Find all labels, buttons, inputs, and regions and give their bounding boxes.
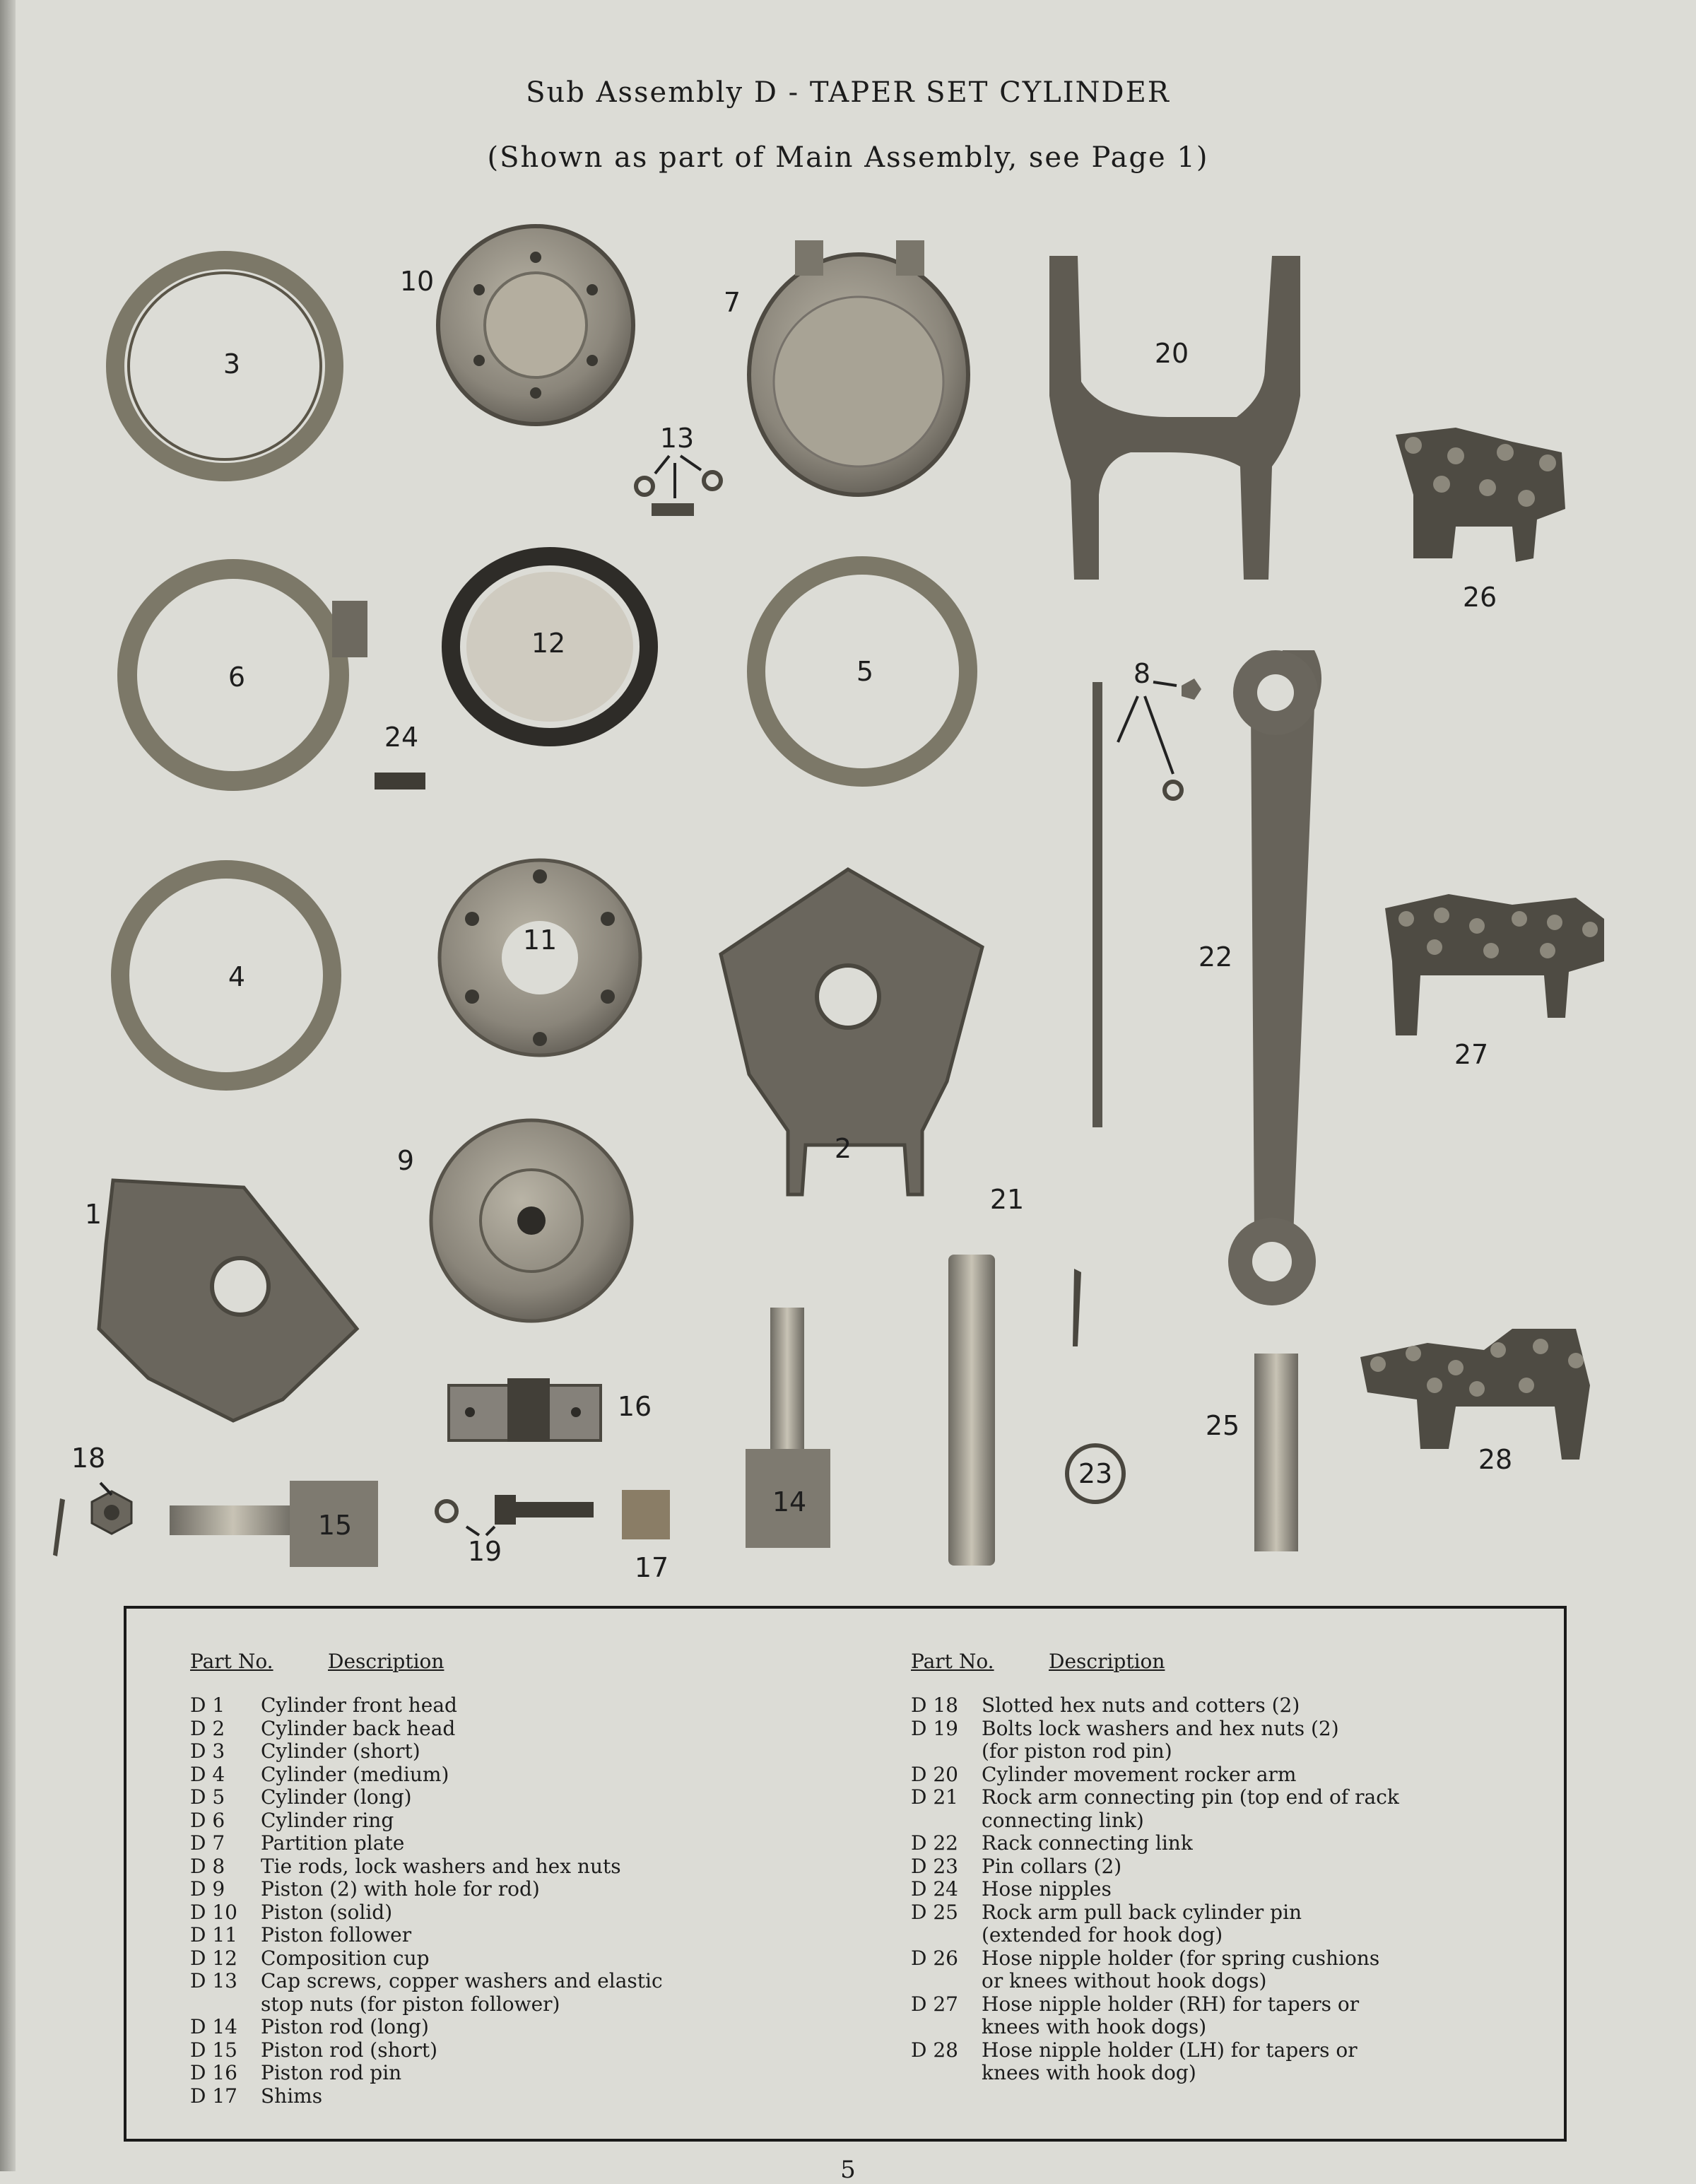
page-subtitle: (Shown as part of Main Assembly, see Page 1) bbox=[487, 141, 1209, 174]
legend-part-number: D 19 bbox=[911, 1716, 958, 1740]
callout-15: 15 bbox=[317, 1510, 353, 1541]
legend-description: Tie rods, lock washers and hex nuts bbox=[261, 1854, 621, 1878]
legend-part-number: D 24 bbox=[911, 1877, 958, 1901]
part-6-cylinder-ring bbox=[127, 569, 367, 781]
legend-description: Cylinder ring bbox=[261, 1808, 394, 1832]
legend-part-number: D 9 bbox=[190, 1877, 225, 1901]
legend-part-number: D 28 bbox=[911, 2038, 958, 2062]
legend-description: Rock arm pull back cylinder pin bbox=[982, 1900, 1302, 1924]
description-header: Description bbox=[328, 1650, 444, 1673]
legend-part-number: D 17 bbox=[190, 2084, 237, 2108]
legend-description: Slotted hex nuts and cotters (2) bbox=[982, 1693, 1300, 1717]
legend-part-number: D 1 bbox=[190, 1693, 225, 1717]
part-24-hose-nipple bbox=[375, 773, 425, 789]
legend-part-number bbox=[911, 2062, 982, 2085]
legend-part-number: D 11 bbox=[190, 1923, 237, 1947]
callout-6: 6 bbox=[228, 662, 246, 693]
callout-25: 25 bbox=[1205, 1410, 1240, 1441]
legend-row bbox=[190, 1878, 812, 1901]
legend-part-number: D 21 bbox=[911, 1785, 958, 1809]
legend-description: Cylinder back head bbox=[261, 1716, 456, 1740]
callout-18: 18 bbox=[71, 1443, 106, 1474]
page-title: Sub Assembly D - TAPER SET CYLINDER bbox=[526, 76, 1170, 109]
callout-26: 26 bbox=[1462, 582, 1497, 613]
legend-description: Piston rod (long) bbox=[261, 2015, 429, 2038]
callout-24: 24 bbox=[384, 722, 419, 753]
part-27-hose-nipple-holder-rh bbox=[1385, 894, 1604, 1035]
part-21-connecting-pin bbox=[948, 1255, 995, 1566]
parts-legend bbox=[124, 1606, 1567, 2142]
callout-20: 20 bbox=[1154, 338, 1189, 369]
legend-description: Cylinder (short) bbox=[261, 1739, 420, 1763]
callout-3: 3 bbox=[223, 348, 241, 380]
legend-part-number: D 14 bbox=[190, 2015, 237, 2038]
legend-description: Shims bbox=[261, 2084, 323, 2108]
legend-description: Bolts lock washers and hex nuts (2) bbox=[982, 1716, 1339, 1740]
legend-description: Rock arm connecting pin (top end of rack bbox=[982, 1785, 1399, 1809]
legend-description: connecting link) bbox=[982, 1808, 1144, 1832]
callout-17: 17 bbox=[634, 1552, 669, 1583]
legend-description: (for piston rod pin) bbox=[982, 1739, 1172, 1763]
legend-description: Piston (2) with hole for rod) bbox=[261, 1877, 540, 1901]
legend-part-number: D 25 bbox=[911, 1900, 958, 1924]
legend-description: knees with hook dog) bbox=[982, 2061, 1196, 2084]
part-17-shims bbox=[622, 1490, 670, 1539]
legend-part-number: D 13 bbox=[190, 1969, 237, 1992]
legend-part-number bbox=[911, 1924, 982, 1947]
legend-row bbox=[911, 1993, 1533, 2016]
part-19-bolt-washer bbox=[437, 1495, 594, 1525]
legend-description: Hose nipple holder (for spring cushions bbox=[982, 1946, 1380, 1970]
legend-left-column bbox=[190, 1650, 812, 2108]
legend-description: Cylinder movement rocker arm bbox=[982, 1762, 1297, 1786]
part-18-cotter-loose bbox=[1073, 1269, 1081, 1346]
part-22-rack-connecting-link bbox=[1228, 650, 1321, 1305]
legend-part-number: D 23 bbox=[911, 1854, 958, 1878]
legend-row bbox=[190, 1694, 812, 1718]
part-1-cylinder-front-head bbox=[99, 1180, 357, 1421]
legend-description: Piston rod (short) bbox=[261, 2038, 438, 2062]
legend-description: or knees without hook dogs) bbox=[982, 1969, 1267, 1992]
legend-part-number: D 6 bbox=[190, 1808, 225, 1832]
callout-2: 2 bbox=[834, 1133, 852, 1164]
legend-part-number: D 18 bbox=[911, 1693, 958, 1717]
legend-row bbox=[911, 1718, 1533, 1741]
callout-7: 7 bbox=[723, 287, 741, 318]
callout-14: 14 bbox=[772, 1486, 807, 1517]
legend-part-number: D 2 bbox=[190, 1716, 225, 1740]
callout-1: 1 bbox=[84, 1199, 102, 1230]
legend-row bbox=[190, 1832, 812, 1855]
legend-description: Piston follower bbox=[261, 1923, 412, 1947]
legend-description: (extended for hook dog) bbox=[982, 1923, 1223, 1947]
legend-row bbox=[190, 2062, 812, 2085]
page-number: 5 bbox=[840, 2156, 856, 2184]
legend-description: Cap screws, copper washers and elastic bbox=[261, 1969, 663, 1992]
legend-row bbox=[190, 1718, 812, 1741]
legend-description: Cylinder front head bbox=[261, 1693, 457, 1717]
legend-row bbox=[190, 1901, 812, 1925]
legend-row bbox=[911, 1832, 1533, 1855]
legend-description: Cylinder (medium) bbox=[261, 1762, 449, 1786]
part-7-partition-plate bbox=[749, 240, 968, 495]
legend-part-number: D 26 bbox=[911, 1946, 958, 1970]
legend-row bbox=[190, 1855, 812, 1879]
callout-4: 4 bbox=[228, 961, 246, 992]
legend-description: Rack connecting link bbox=[982, 1831, 1193, 1855]
legend-row bbox=[911, 2039, 1533, 2062]
callout-10: 10 bbox=[399, 266, 435, 297]
legend-row bbox=[190, 1786, 812, 1809]
callout-27: 27 bbox=[1454, 1039, 1489, 1070]
callout-21: 21 bbox=[989, 1184, 1025, 1215]
legend-row bbox=[911, 1763, 1533, 1787]
part-no-header: Part No. bbox=[190, 1650, 273, 1673]
part-9-piston-with-hole bbox=[431, 1120, 632, 1321]
legend-description: Hose nipple holder (RH) for tapers or bbox=[982, 1992, 1360, 2016]
callout-11: 11 bbox=[522, 924, 558, 956]
legend-row bbox=[911, 2062, 1533, 2085]
callout-13: 13 bbox=[659, 423, 695, 454]
legend-row bbox=[911, 1901, 1533, 1925]
legend-row bbox=[911, 1740, 1533, 1763]
callout-19: 19 bbox=[467, 1536, 502, 1567]
legend-part-number: D 15 bbox=[190, 2038, 237, 2062]
legend-part-number: D 4 bbox=[190, 1762, 225, 1786]
legend-part-number: D 27 bbox=[911, 1992, 958, 2016]
legend-header bbox=[911, 1650, 1533, 1673]
part-20-rocker-arm bbox=[1049, 256, 1300, 580]
callout-23: 23 bbox=[1078, 1458, 1113, 1489]
legend-row bbox=[911, 1970, 1533, 1993]
legend-row bbox=[911, 1809, 1533, 1833]
legend-row bbox=[911, 2016, 1533, 2039]
legend-row bbox=[190, 1947, 812, 1971]
callout-16: 16 bbox=[617, 1391, 652, 1422]
legend-row bbox=[190, 2016, 812, 2039]
legend-description: Partition plate bbox=[261, 1831, 405, 1855]
legend-part-number: D 3 bbox=[190, 1739, 225, 1763]
legend-part-number bbox=[911, 1740, 982, 1763]
legend-row bbox=[190, 1924, 812, 1947]
legend-part-number bbox=[911, 1970, 982, 1993]
part-26-hose-nipple-holder bbox=[1396, 428, 1565, 562]
legend-row bbox=[190, 1740, 812, 1763]
legend-row bbox=[190, 1763, 812, 1787]
callout-12: 12 bbox=[531, 628, 566, 659]
part-13-cap-screw bbox=[636, 472, 721, 516]
legend-row bbox=[911, 1924, 1533, 1947]
legend-part-number: D 7 bbox=[190, 1831, 225, 1855]
legend-part-number: D 20 bbox=[911, 1762, 958, 1786]
legend-part-number: D 22 bbox=[911, 1831, 958, 1855]
legend-description: Cylinder (long) bbox=[261, 1785, 412, 1809]
part-16-piston-rod-pin bbox=[449, 1378, 601, 1442]
legend-row bbox=[190, 1970, 812, 1993]
callout-28: 28 bbox=[1478, 1444, 1513, 1475]
legend-row bbox=[190, 1993, 812, 2016]
legend-description: Hose nipple holder (LH) for tapers or bbox=[982, 2038, 1358, 2062]
part-11-piston-follower bbox=[440, 860, 640, 1055]
legend-part-number: D 16 bbox=[190, 2061, 237, 2084]
legend-description: stop nuts (for piston follower) bbox=[261, 1992, 560, 2016]
legend-row bbox=[911, 1786, 1533, 1809]
part-25-pull-back-pin bbox=[1254, 1354, 1298, 1551]
description-header: Description bbox=[1049, 1650, 1165, 1673]
legend-part-number: D 5 bbox=[190, 1785, 225, 1809]
part-18-slotted-hex-nut bbox=[53, 1491, 131, 1556]
legend-part-number bbox=[190, 1993, 261, 2016]
legend-right-column bbox=[911, 1650, 1533, 2085]
part-8-tie-rod bbox=[1093, 679, 1201, 1127]
legend-description: Hose nipples bbox=[982, 1877, 1112, 1901]
callout-5: 5 bbox=[856, 656, 874, 687]
legend-description: Piston rod pin bbox=[261, 2061, 402, 2084]
legend-row bbox=[190, 2039, 812, 2062]
callout-8: 8 bbox=[1133, 658, 1151, 689]
part-28-hose-nipple-holder-lh bbox=[1360, 1329, 1590, 1460]
legend-row bbox=[911, 1878, 1533, 1901]
legend-row bbox=[911, 1694, 1533, 1718]
legend-row bbox=[911, 1947, 1533, 1971]
legend-row bbox=[190, 2085, 812, 2108]
part-no-header: Part No. bbox=[911, 1650, 994, 1673]
part-10-piston-solid bbox=[438, 226, 633, 424]
legend-row bbox=[190, 1809, 812, 1833]
legend-description: Composition cup bbox=[261, 1946, 430, 1970]
legend-part-number bbox=[911, 2016, 982, 2039]
legend-row bbox=[911, 1855, 1533, 1879]
legend-description: Piston (solid) bbox=[261, 1900, 393, 1924]
part-4-cylinder-medium bbox=[120, 869, 332, 1081]
legend-part-number: D 10 bbox=[190, 1900, 237, 1924]
callout-22: 22 bbox=[1198, 941, 1233, 973]
legend-description: Pin collars (2) bbox=[982, 1854, 1122, 1878]
legend-part-number: D 8 bbox=[190, 1854, 225, 1878]
legend-description: knees with hook dogs) bbox=[982, 2015, 1207, 2038]
legend-part-number: D 12 bbox=[190, 1946, 237, 1970]
legend-header bbox=[190, 1650, 812, 1673]
legend-part-number bbox=[911, 1809, 982, 1833]
callout-9: 9 bbox=[396, 1145, 415, 1176]
